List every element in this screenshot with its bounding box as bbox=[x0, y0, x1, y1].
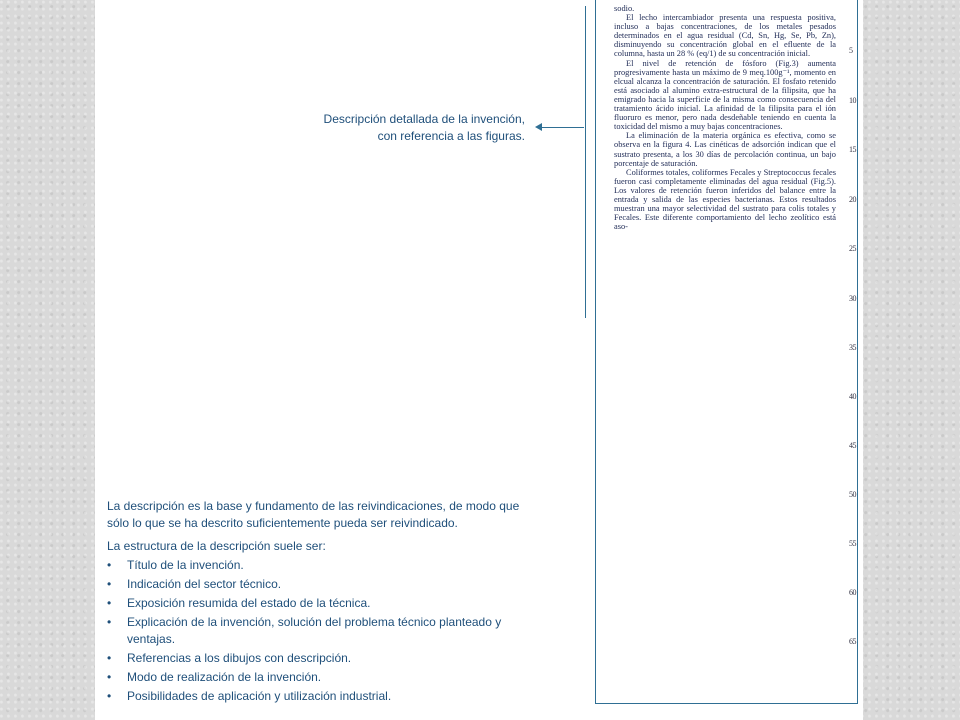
list-item-text: Modo de realización de la invención. bbox=[127, 670, 322, 684]
structure-heading: La estructura de la descripción suele ser: bbox=[107, 539, 326, 553]
list-item-text: Referencias a los dibujos con descripción. bbox=[127, 651, 352, 665]
list-item-text: Indicación del sector técnico. bbox=[127, 577, 282, 591]
arrow-shaft bbox=[540, 127, 584, 128]
bullet-icon: • bbox=[107, 615, 112, 629]
bracket-line bbox=[585, 6, 586, 318]
line-number: 15 bbox=[849, 145, 856, 154]
bullet-icon: • bbox=[107, 596, 112, 610]
intro-paragraph: La descripción es la base y fundamento de las reivindicaciones, de modo que sólo lo que se ha descrito suficientemente pueda ser reivindicado. bbox=[107, 499, 520, 530]
description-text bbox=[107, 498, 532, 707]
list-item bbox=[107, 669, 532, 686]
line-number: 40 bbox=[849, 392, 856, 401]
patent-paragraph: Coliformes totales, coliformes Fecales y Streptococcus fecales fueron casi completamente eliminadas del agua residual (Fig.5). Los valores de retención fueron inferidos del balance entre la entrada y salida de las especies bacterianas. Estos resultados muestran una mayor selectividad del sustrato para colis totales y Fecales. Este diferente comportamiento del lecho zeolítico está aso- bbox=[614, 167, 836, 232]
line-number: 65 bbox=[849, 637, 856, 646]
structure-list bbox=[107, 557, 532, 705]
patent-paragraph: sodio. bbox=[614, 4, 635, 13]
bullet-icon: • bbox=[107, 670, 112, 684]
list-item bbox=[107, 614, 532, 648]
list-item bbox=[107, 595, 532, 612]
line-number: 45 bbox=[849, 441, 856, 450]
line-number: 60 bbox=[849, 588, 856, 597]
list-item-text: Exposición resumida del estado de la técnica. bbox=[127, 596, 371, 610]
patent-paragraph: La eliminación de la materia orgánica es efectiva, como se observa en la figura 4. Las cinéticas de adsorción indican que el sustrato presenta, a los 30 días de percolación continua, un bajo porcentaje de saturación. bbox=[614, 131, 836, 168]
line-number: 10 bbox=[849, 96, 856, 105]
annotation-line: con referencia a las figuras. bbox=[377, 129, 525, 143]
bullet-icon: • bbox=[107, 689, 112, 703]
list-item bbox=[107, 650, 532, 667]
line-number: 50 bbox=[849, 490, 856, 499]
list-item-text: Explicación de la invención, solución del problema técnico planteado y ventajas. bbox=[127, 615, 502, 646]
bullet-icon: • bbox=[107, 577, 112, 591]
line-number: 30 bbox=[849, 294, 856, 303]
bullet-icon: • bbox=[107, 651, 112, 665]
line-number: 35 bbox=[849, 343, 856, 352]
slide bbox=[95, 0, 863, 720]
line-number: 20 bbox=[849, 195, 856, 204]
list-item-text: Posibilidades de aplicación y utilización industrial. bbox=[127, 689, 392, 703]
line-numbers bbox=[849, 0, 865, 700]
patent-paragraph: El lecho intercambiador presenta una respuesta positiva, incluso a bajas concentraciones, de los metales pesados determinados en el agua residual (Cd, Sn, Hg, Se, Pb, Zn), disminuyendo su concentración global en el efluente de la columna, hasta un 28 % (eq/1) de su concentración inicial. bbox=[614, 13, 836, 59]
list-item bbox=[107, 576, 532, 593]
patent-paragraph: El nivel de retención de fósforo (Fig.3) aumenta progresivamente hasta un máximo de 9 meq.100g⁻¹, momento en elcual alcanza la concentración de saturación. El fosfato retenido está asociado al alumino extra-estructural de la filipsita, que ha emigrado hacia la superficie de la misma como consecuencia del tratamiento ácido inicial. La afinidad de la filipsita para el ión fluoruro es menor, pero nada desdeñable teniendo en cuenta la toxicidad del mismo a muy bajas concentraciones. bbox=[614, 58, 836, 132]
bullet-icon: • bbox=[107, 558, 112, 572]
line-number: 55 bbox=[849, 539, 856, 548]
annotation-line: Descripción detallada de la invención, bbox=[323, 112, 525, 126]
list-item bbox=[107, 688, 532, 705]
line-number: 25 bbox=[849, 244, 856, 253]
list-item-text: Título de la invención. bbox=[127, 558, 244, 572]
list-item bbox=[107, 557, 532, 574]
annotation-callout bbox=[295, 111, 525, 145]
arrow-left-icon bbox=[535, 123, 542, 131]
patent-text bbox=[614, 4, 836, 231]
line-number: 5 bbox=[849, 46, 853, 55]
patent-page-excerpt bbox=[595, 0, 858, 704]
